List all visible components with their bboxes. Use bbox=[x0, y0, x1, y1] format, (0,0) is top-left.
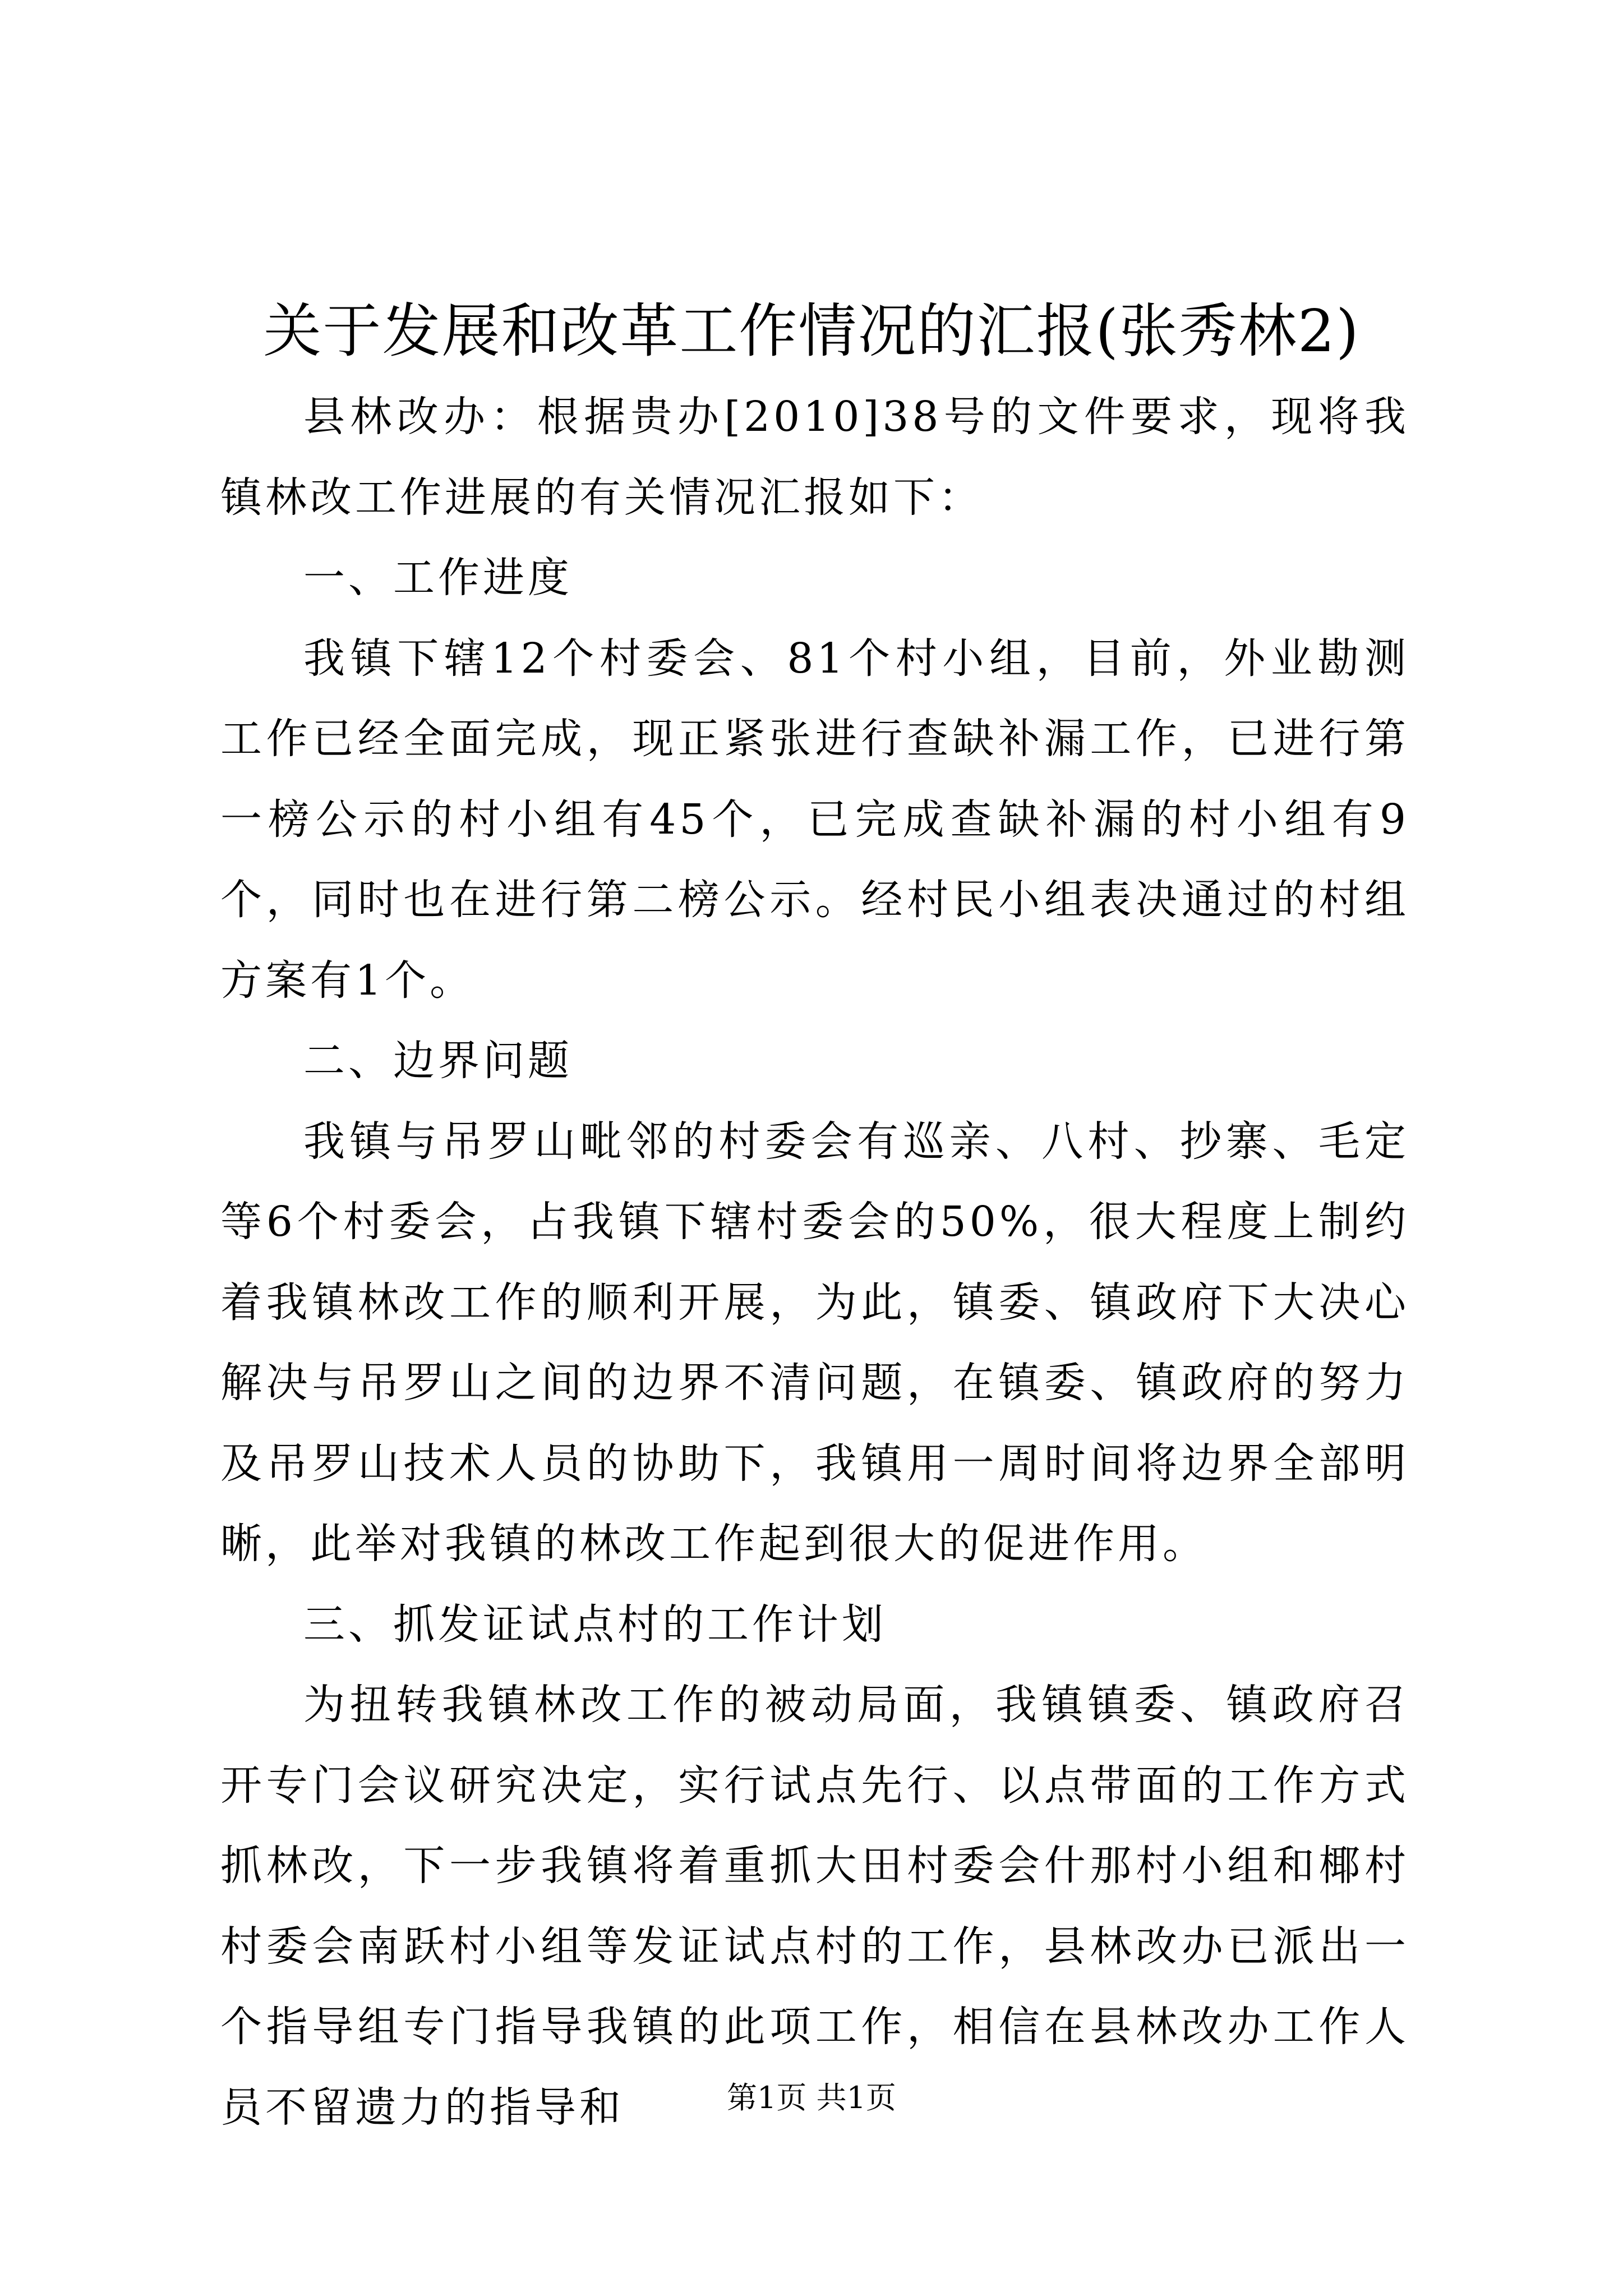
page-footer: 第1页 共1页 bbox=[727, 2080, 896, 2115]
document-body bbox=[220, 377, 1409, 2148]
section-heading-progress: 一、工作进度 bbox=[303, 554, 573, 602]
paragraph-boundary: 我镇与吊罗山毗邻的村委会有巡亲、八村、抄寨、毛定等6个村委会，占我镇下辖村委会的50%，很大程度上制约着我镇林改工作的顺利开展，为此，镇委、镇政府下大决心解决与吊罗山之间的边界不清问题，在镇委、镇政府的努力及吊罗山技术人员的协助下，我镇用一周时间将边界全部明晰，此举对我镇的林改工作起到很大的促进作用。 bbox=[220, 1117, 1409, 1568]
document-title: 关于发展和改革工作情况的汇报(张秀林2) bbox=[263, 297, 1360, 365]
paragraph-pilot-plan: 为扭转我镇林改工作的被动局面，我镇镇委、镇政府召开专门会议研究决定，实行试点先行、以点带面的工作方式抓林改，下一步我镇将着重抓大田村委会什那村小组和椰村村委会南跃村小组等发证试点村的工作，县林改办已派出一个指导组专门指导我镇的此项工作，相信在县林改办工作人员不留遗力的指导和 bbox=[220, 1681, 1409, 2132]
section-heading-pilot-plan: 三、抓发证试点村的工作计划 bbox=[303, 1600, 887, 1649]
paragraph-progress: 我镇下辖12个村委会、81个村小组，目前，外业勘测工作已经全面完成，现正紧张进行查缺补漏工作，已进行第一榜公示的村小组有45个，已完成查缺补漏的村小组有9个，同时也在进行第二榜公示。经村民小组表决通过的村组方案有1个。 bbox=[220, 634, 1409, 1005]
section-heading-boundary: 二、边界问题 bbox=[303, 1037, 573, 1085]
paragraph-salutation: 县林改办：根据贵办[2010]38号的文件要求，现将我镇林改工作进展的有关情况汇报如下： bbox=[220, 393, 1409, 522]
